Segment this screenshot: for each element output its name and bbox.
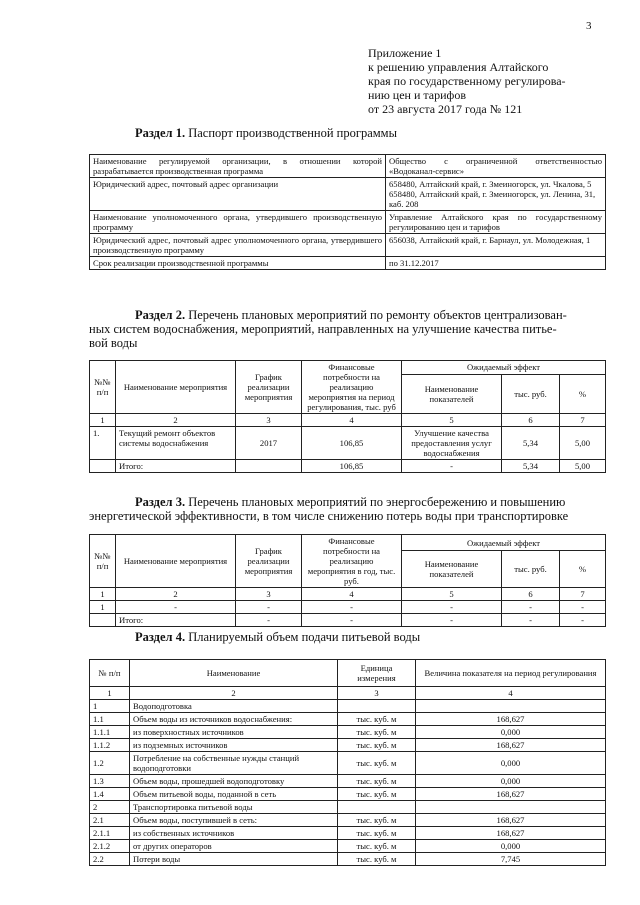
col-header-effect: Ожидаемый эффект <box>402 361 606 375</box>
section1-title <box>135 126 397 140</box>
col-header-finance: Финансовые потребности на реализацию мероприятия в год, тыс. руб. <box>302 535 402 588</box>
col-header-num: №№ п/п <box>90 361 116 414</box>
table-row <box>90 726 606 739</box>
section4-title-text: Планируемый объем подачи питьевой воды <box>188 630 421 644</box>
row-name: из подземных источников <box>130 739 338 752</box>
table-row <box>90 234 606 257</box>
row-indicator: Улучшение качества предоставления услуг водоснабжения <box>402 427 502 460</box>
row-name: Объем питьевой воды, поданной в сеть <box>130 788 338 801</box>
total-thousand: 5,34 <box>502 460 560 473</box>
section3-title-line: Перечень плановых мероприятий по энергосбережению и повышению <box>188 495 566 509</box>
section4-title <box>135 630 420 644</box>
table-header-row <box>90 660 606 687</box>
row-finance: - <box>302 601 402 614</box>
row-unit: тыс. куб. м <box>338 853 416 866</box>
row-value: 0,000 <box>416 752 606 775</box>
total-finance: 106,85 <box>302 460 402 473</box>
row-name: Объем воды из источников водоснабжения: <box>130 713 338 726</box>
passport-label: Юридический адрес, почтовый адрес организации <box>90 178 386 211</box>
row-unit: тыс. куб. м <box>338 788 416 801</box>
row-unit: тыс. куб. м <box>338 726 416 739</box>
row-value: 0,000 <box>416 775 606 788</box>
row-num: 2.1.2 <box>90 840 130 853</box>
row-unit <box>338 700 416 713</box>
column-number: 4 <box>302 414 402 427</box>
passport-label: Наименование уполномоченного органа, утвердившего производственную программу <box>90 211 386 234</box>
row-name: Текущий ремонт объектов системы водоснабжения <box>116 427 236 460</box>
table-row <box>90 814 606 827</box>
total-percent: - <box>560 614 606 627</box>
row-finance: 106,85 <box>302 427 402 460</box>
col-header-indicator: Наименование показателей <box>402 551 502 588</box>
column-number: 6 <box>502 414 560 427</box>
appendix-line: нию цен и тарифов <box>368 88 466 102</box>
passport-label: Наименование регулируемой организации, в отношении которой разрабатывается производственная программа <box>90 155 386 178</box>
row-unit: тыс. куб. м <box>338 713 416 726</box>
row-num: 2.1 <box>90 814 130 827</box>
col-header-effect: Ожидаемый эффект <box>402 535 606 551</box>
appendix-header <box>368 46 628 116</box>
row-name: от других операторов <box>130 840 338 853</box>
col-header-num: № п/п <box>90 660 130 687</box>
column-number: 2 <box>116 414 236 427</box>
appendix-line: Приложение 1 <box>368 46 442 60</box>
row-num: 1.3 <box>90 775 130 788</box>
row-value: 168,627 <box>416 827 606 840</box>
table-header-row <box>90 361 606 375</box>
col-header-num: №№ п/п <box>90 535 116 588</box>
row-value: 168,627 <box>416 788 606 801</box>
appendix-line: от 23 августа 2017 года № 121 <box>368 102 523 116</box>
row-num: 1 <box>90 700 130 713</box>
row-value: 168,627 <box>416 713 606 726</box>
total-label: Итого: <box>116 614 236 627</box>
row-num: 2.1.1 <box>90 827 130 840</box>
column-number: 7 <box>560 588 606 601</box>
row-percent: 5,00 <box>560 427 606 460</box>
row-num: 1. <box>90 427 116 460</box>
row-name: Водоподготовка <box>130 700 338 713</box>
row-name: из собственных источников <box>130 827 338 840</box>
col-header-name: Наименование <box>130 660 338 687</box>
column-number-row <box>90 414 606 427</box>
total-row <box>90 614 606 627</box>
row-value: 7,745 <box>416 853 606 866</box>
row-name: Потери воды <box>130 853 338 866</box>
column-number-row <box>90 687 606 700</box>
passport-value: 658480, Алтайский край, г. Змеиногорск, ул. Чкалова, 5 658480, Алтайский край, г. Змеиногорск, ул. Ленина, 31, каб. 208 <box>386 178 606 211</box>
col-header-percent: % <box>560 374 606 413</box>
row-value <box>416 700 606 713</box>
passport-label: Юридический адрес, почтовый адрес уполномоченного органа, утвердившего производственную программу <box>90 234 386 257</box>
appendix-line: края по государственному регулирова- <box>368 74 566 88</box>
table-row <box>90 427 606 460</box>
column-number: 5 <box>402 588 502 601</box>
appendix-line: к решению управления Алтайского <box>368 60 549 74</box>
column-number: 6 <box>502 588 560 601</box>
table-row <box>90 775 606 788</box>
table-row <box>90 752 606 775</box>
row-num: 2.2 <box>90 853 130 866</box>
passport-value: Общество с ограниченной ответственностью «Водоканал-сервис» <box>386 155 606 178</box>
row-thousand: - <box>502 601 560 614</box>
row-schedule: - <box>236 601 302 614</box>
row-name: Потребление на собственные нужды станций водоподготовки <box>130 752 338 775</box>
column-number-row <box>90 588 606 601</box>
row-value: 168,627 <box>416 739 606 752</box>
row-num: 1.4 <box>90 788 130 801</box>
total-schedule: - <box>236 614 302 627</box>
total-percent: 5,00 <box>560 460 606 473</box>
table-row <box>90 700 606 713</box>
row-name: из поверхностных источников <box>130 726 338 739</box>
table-row <box>90 853 606 866</box>
column-number: 1 <box>90 588 116 601</box>
col-header-schedule: График реализации мероприятия <box>236 361 302 414</box>
col-header-thousand: тыс. руб. <box>502 551 560 588</box>
passport-label: Срок реализации производственной программы <box>90 257 386 270</box>
col-header-value: Величина показателя на период регулирования <box>416 660 606 687</box>
col-header-name: Наименование мероприятия <box>116 361 236 414</box>
row-unit: тыс. куб. м <box>338 775 416 788</box>
table-row <box>90 257 606 270</box>
column-number: 3 <box>236 414 302 427</box>
row-schedule: 2017 <box>236 427 302 460</box>
row-value: 0,000 <box>416 726 606 739</box>
section4-number: Раздел 4. <box>135 630 186 644</box>
row-unit: тыс. куб. м <box>338 739 416 752</box>
row-unit: тыс. куб. м <box>338 840 416 853</box>
total-row <box>90 460 606 473</box>
row-num: 1 <box>90 601 116 614</box>
row-value: 168,627 <box>416 814 606 827</box>
col-header-percent: % <box>560 551 606 588</box>
row-percent: - <box>560 601 606 614</box>
total-label: Итого: <box>116 460 236 473</box>
table-row <box>90 840 606 853</box>
row-unit <box>338 801 416 814</box>
column-number: 2 <box>130 687 338 700</box>
section2-title <box>89 308 609 350</box>
table-row <box>90 178 606 211</box>
section3-title-line: энергетической эффективности, в том числе снижению потерь воды при транспортировке <box>89 509 569 523</box>
column-number: 4 <box>302 588 402 601</box>
column-number: 4 <box>416 687 606 700</box>
row-indicator: - <box>402 601 502 614</box>
passport-value: по 31.12.2017 <box>386 257 606 270</box>
row-unit: тыс. куб. м <box>338 814 416 827</box>
passport-value: 656038, Алтайский край, г. Барнаул, ул. Молодежная, 1 <box>386 234 606 257</box>
repair-measures-table <box>89 360 606 473</box>
row-num: 1.1.1 <box>90 726 130 739</box>
row-num: 1.1 <box>90 713 130 726</box>
total-indicator: - <box>402 460 502 473</box>
table-row <box>90 601 606 614</box>
section2-title-line: ных систем водоснабжения, мероприятий, направленных на улучшение качества питье- <box>89 322 557 336</box>
section1-number: Раздел 1. <box>135 126 186 140</box>
row-name: - <box>116 601 236 614</box>
row-value <box>416 801 606 814</box>
column-number: 5 <box>402 414 502 427</box>
table-row <box>90 155 606 178</box>
total-finance: - <box>302 614 402 627</box>
row-name: Объем воды, прошедшей водоподготовку <box>130 775 338 788</box>
column-number: 1 <box>90 414 116 427</box>
page-number: 3 <box>586 20 592 32</box>
passport-value: Управление Алтайского края по государственному регулированию цен и тарифов <box>386 211 606 234</box>
table-row <box>90 713 606 726</box>
row-num: 2 <box>90 801 130 814</box>
table-row <box>90 827 606 840</box>
table-row <box>90 211 606 234</box>
table-row <box>90 788 606 801</box>
column-number: 7 <box>560 414 606 427</box>
total-indicator: - <box>402 614 502 627</box>
column-number: 3 <box>338 687 416 700</box>
passport-table <box>89 154 606 270</box>
column-number: 3 <box>236 588 302 601</box>
column-number: 1 <box>90 687 130 700</box>
col-header-name: Наименование мероприятия <box>116 535 236 588</box>
table-row <box>90 739 606 752</box>
table-row <box>90 801 606 814</box>
section2-number: Раздел 2. <box>135 308 186 322</box>
row-num: 1.2 <box>90 752 130 775</box>
row-num: 1.1.2 <box>90 739 130 752</box>
row-unit: тыс. куб. м <box>338 752 416 775</box>
row-thousand: 5,34 <box>502 427 560 460</box>
section3-number: Раздел 3. <box>135 495 186 509</box>
table-header-row <box>90 535 606 551</box>
col-header-finance: Финансовые потребности на реализацию мероприятия на период регулирования, тыс. руб <box>302 361 402 414</box>
column-number: 2 <box>116 588 236 601</box>
section3-title <box>89 495 609 523</box>
col-header-indicator: Наименование показателей <box>402 374 502 413</box>
row-name: Объем воды, поступившей в сеть: <box>130 814 338 827</box>
section2-title-line: Перечень плановых мероприятий по ремонту объектов централизован- <box>188 308 567 322</box>
water-supply-table <box>89 659 606 866</box>
section1-title-text: Паспорт производственной программы <box>188 126 397 140</box>
col-header-schedule: График реализации мероприятия <box>236 535 302 588</box>
total-thousand: - <box>502 614 560 627</box>
section2-title-line: вой воды <box>89 336 138 350</box>
col-header-unit: Единица измерения <box>338 660 416 687</box>
row-value: 0,000 <box>416 840 606 853</box>
col-header-thousand: тыс. руб. <box>502 374 560 413</box>
energy-saving-table <box>89 534 606 627</box>
row-unit: тыс. куб. м <box>338 827 416 840</box>
row-name: Транспортировка питьевой воды <box>130 801 338 814</box>
